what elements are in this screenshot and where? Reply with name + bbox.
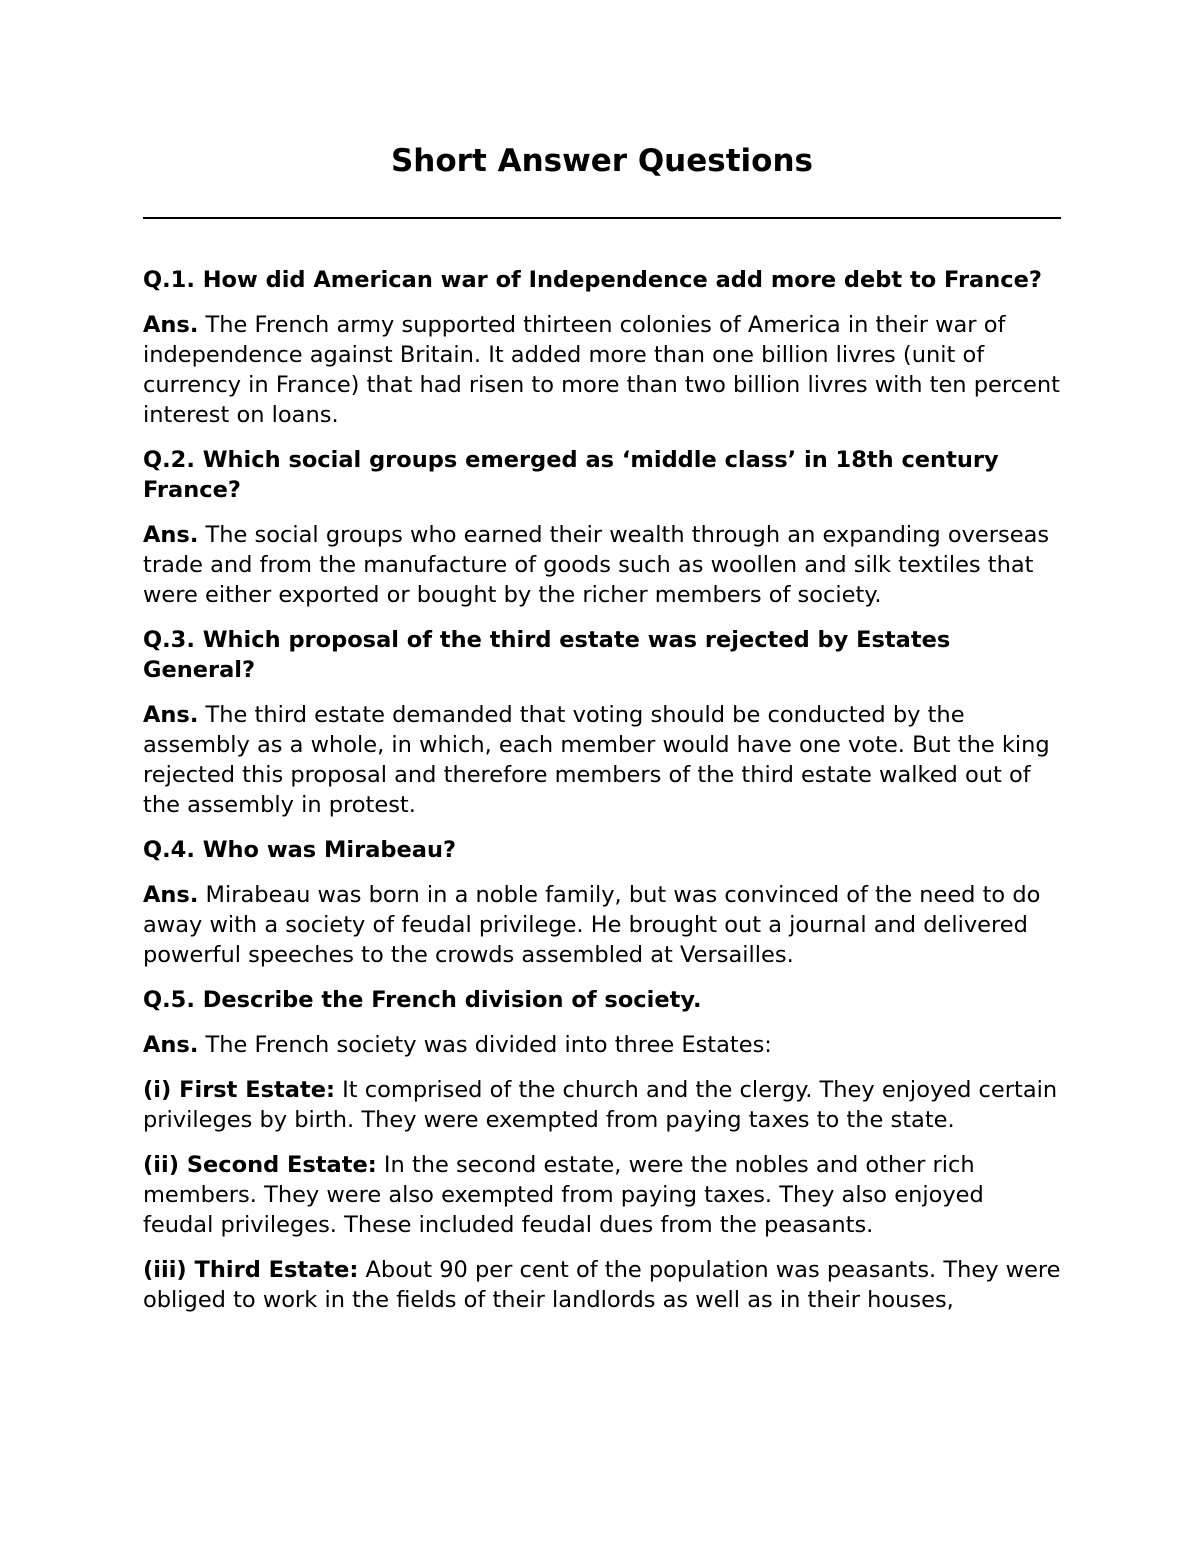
answer-5 (143, 1030, 1061, 1060)
question-5: Q.5. Describe the French division of society. (143, 987, 702, 1013)
estate-label: (iii) Third Estate: (143, 1257, 359, 1283)
estate-first (143, 1075, 1061, 1135)
answer-text: The French society was divided into three Estates: (198, 1032, 772, 1058)
answer-4 (143, 880, 1061, 970)
estate-third (143, 1255, 1061, 1315)
answer-label: Ans. (143, 522, 199, 548)
answer-label: Ans. (143, 702, 199, 728)
answer-text: The third estate demanded that voting should be conducted by the assembly as a whole, in which, each member would have one vote. But the king rejected this proposal and therefore members of the third estate walked out of the assembly in protest. (143, 702, 1050, 818)
answer-label: Ans. (143, 1032, 199, 1058)
question-3: Q.3. Which proposal of the third estate was rejected by Estates General? (143, 627, 951, 683)
question-1: Q.1. How did American war of Independence add more debt to France? (143, 267, 1042, 293)
estate-text: About 90 per cent of the population was peasants. They were obliged to work in the fields of their landlords as well as in their houses, (143, 1257, 1061, 1313)
document-body (143, 265, 1061, 1315)
document-page (143, 138, 1061, 1330)
estate-text: In the second estate, were the nobles and other rich members. They were also exempted from paying taxes. They also enjoyed feudal privileges. These included feudal dues from the peasants. (143, 1152, 984, 1238)
answer-1 (143, 310, 1061, 430)
question-2: Q.2. Which social groups emerged as ‘middle class’ in 18th century France? (143, 447, 999, 503)
answer-text: The French army supported thirteen colonies of America in their war of independence against Britain. It added more than one billion livres (unit of currency in France) that had risen to more than two billion livres with ten percent interest on loans. (143, 312, 1060, 428)
estate-text: It comprised of the church and the clergy. They enjoyed certain privileges by birth. They were exempted from paying taxes to the state. (143, 1077, 1058, 1133)
answer-text: Mirabeau was born in a noble family, but was convinced of the need to do away with a society of feudal privilege. He brought out a journal and delivered powerful speeches to the crowds assembled at Versailles. (143, 882, 1041, 968)
answer-3 (143, 700, 1061, 820)
estate-second (143, 1150, 1061, 1240)
estate-label: (ii) Second Estate: (143, 1152, 377, 1178)
question-4: Q.4. Who was Mirabeau? (143, 837, 457, 863)
page-title: Short Answer Questions (390, 143, 813, 179)
answer-2 (143, 520, 1061, 610)
title-divider (143, 217, 1061, 219)
estate-label: (i) First Estate: (143, 1077, 335, 1103)
answer-text: The social groups who earned their wealth through an expanding overseas trade and from the manufacture of goods such as woollen and silk textiles that were either exported or bought by the richer members of society. (143, 522, 1050, 608)
answer-label: Ans. (143, 312, 199, 338)
answer-label: Ans. (143, 882, 199, 908)
